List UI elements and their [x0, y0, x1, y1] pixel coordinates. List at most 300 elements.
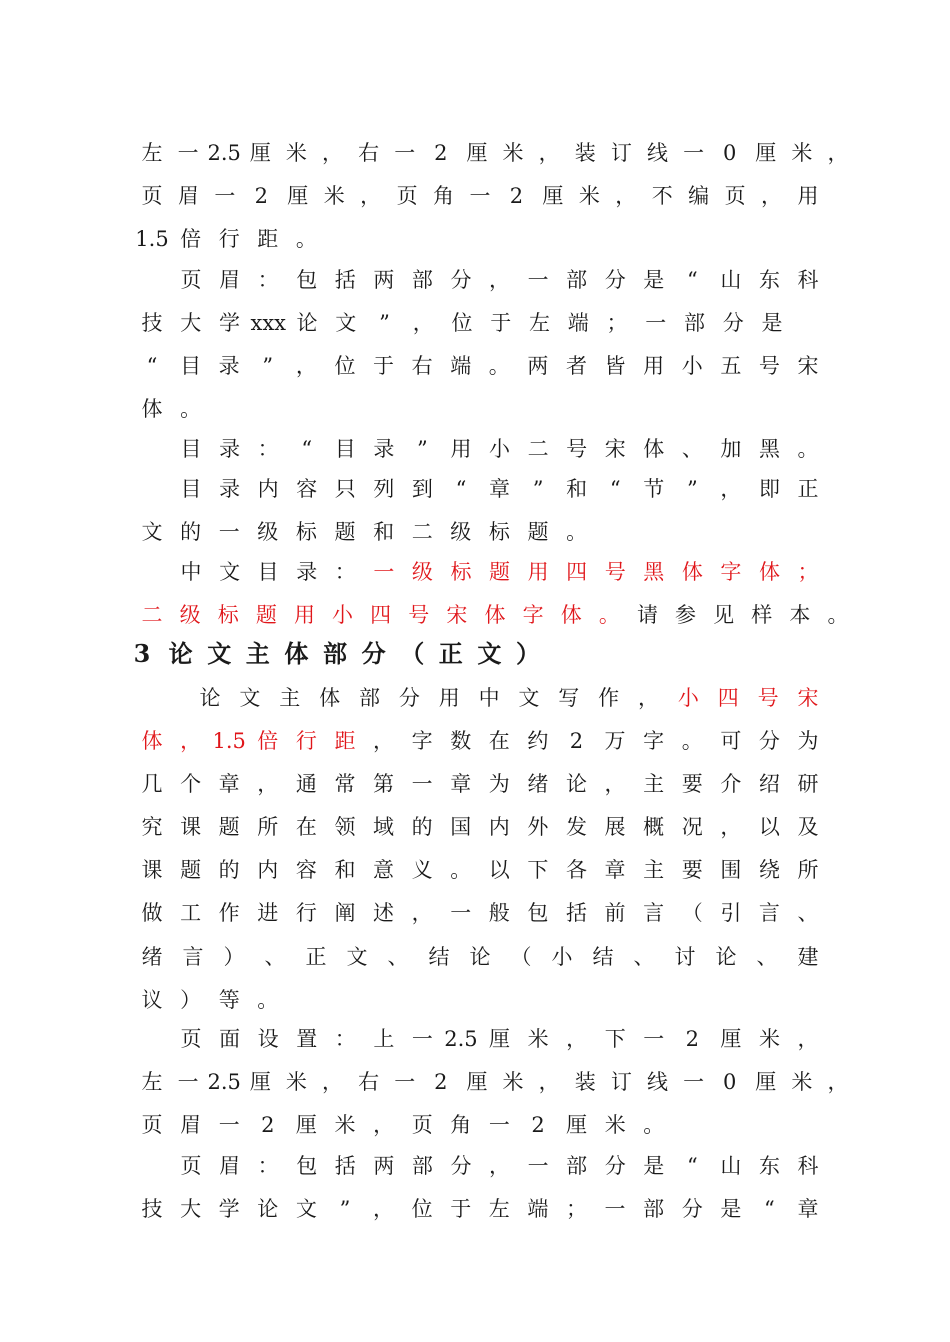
- text-glyph: 于: [373, 354, 395, 378]
- text-glyph: 面: [219, 1027, 241, 1051]
- text-glyph: 。: [797, 437, 819, 461]
- text-glyph: 般: [488, 901, 510, 925]
- text-glyph: 科: [797, 268, 819, 292]
- text-glyph: 讨: [674, 945, 696, 969]
- text-glyph: 。: [643, 1113, 665, 1137]
- text-line-body-2: [0, 724, 950, 758]
- text-glyph: 、: [387, 945, 409, 969]
- text-glyph: 端: [567, 311, 589, 335]
- text-glyph: 位: [451, 311, 473, 335]
- text-glyph: 文: [239, 686, 261, 710]
- text-glyph: （: [400, 639, 425, 668]
- text-glyph: 黑: [758, 437, 780, 461]
- text-glyph: ”: [532, 477, 544, 501]
- text-glyph: 设: [257, 1027, 279, 1051]
- text-glyph: 角: [433, 184, 455, 208]
- text-glyph: 样: [751, 603, 773, 627]
- text-glyph: ：: [257, 268, 279, 292]
- text-glyph: 分: [450, 268, 472, 292]
- text-glyph: ：: [257, 1154, 279, 1178]
- text-glyph: 一: [411, 1027, 433, 1051]
- text-glyph: 录: [296, 560, 318, 584]
- text-glyph: 页: [396, 184, 418, 208]
- text-glyph: 厘: [755, 141, 777, 165]
- text-glyph: 文: [346, 945, 368, 969]
- text-glyph: 参: [675, 603, 697, 627]
- text-glyph: 做: [141, 901, 163, 925]
- text-glyph: 号: [604, 560, 626, 584]
- text-glyph: 论: [257, 1197, 279, 1221]
- text-glyph: “: [609, 477, 621, 501]
- text-glyph: 体: [319, 686, 341, 710]
- text-glyph: 在: [295, 815, 317, 839]
- text-glyph: 号: [757, 686, 779, 710]
- section-heading: [0, 637, 950, 671]
- text-glyph: 米: [502, 141, 524, 165]
- text-glyph: 包: [296, 268, 318, 292]
- text-glyph: 和: [373, 520, 395, 544]
- text-glyph: 端: [450, 354, 472, 378]
- text-glyph: ，: [720, 477, 742, 501]
- text-glyph: 要: [681, 858, 703, 882]
- text-glyph: 眉: [180, 1113, 202, 1137]
- text-glyph: ，: [538, 141, 560, 165]
- text-glyph: 即: [758, 477, 780, 501]
- text-line-header-1: [0, 263, 950, 297]
- text-glyph: 页: [180, 268, 202, 292]
- text-glyph: 距: [257, 227, 279, 251]
- text-glyph: “: [301, 437, 313, 461]
- text-glyph: 1.5: [135, 227, 169, 251]
- text-glyph: 页: [724, 184, 746, 208]
- text-glyph: 小: [332, 603, 354, 627]
- text-glyph: 厘: [249, 1070, 271, 1094]
- text-glyph: ，: [322, 141, 344, 165]
- text-glyph: 一: [218, 520, 240, 544]
- text-glyph: 的: [218, 858, 240, 882]
- text-glyph: 章: [797, 1197, 819, 1221]
- text-glyph: 作: [598, 686, 620, 710]
- text-glyph: 结: [428, 945, 450, 969]
- text-glyph: 2: [509, 184, 524, 208]
- text-glyph: 行: [218, 227, 240, 251]
- text-glyph: 及: [797, 815, 819, 839]
- text-glyph: 米: [334, 1113, 356, 1137]
- text-glyph: 义: [411, 858, 433, 882]
- text-line-body-5: [0, 853, 950, 887]
- text-glyph: ”: [379, 311, 390, 335]
- text-glyph: 2: [434, 141, 448, 165]
- text-glyph: 目: [180, 477, 202, 501]
- text-glyph: 2: [569, 729, 584, 753]
- text-glyph: 山: [720, 268, 742, 292]
- text-glyph: 几: [141, 772, 163, 796]
- text-glyph: 一: [527, 268, 549, 292]
- text-glyph: 右: [358, 1070, 380, 1094]
- text-glyph: 二: [527, 437, 549, 461]
- text-glyph: 录: [218, 354, 240, 378]
- text-glyph: 况: [681, 815, 703, 839]
- text-glyph: 文: [518, 686, 540, 710]
- text-glyph: 内: [257, 477, 279, 501]
- text-glyph: 分: [722, 311, 744, 335]
- text-glyph: 线: [646, 141, 668, 165]
- text-glyph: 0: [722, 141, 737, 165]
- text-glyph: ”: [686, 477, 698, 501]
- text-glyph: 厘: [466, 1070, 488, 1094]
- text-glyph: ，: [322, 1070, 344, 1094]
- text-glyph: 录: [219, 477, 241, 501]
- text-glyph: 厘: [287, 184, 309, 208]
- text-glyph: 倍: [257, 729, 279, 753]
- text-glyph: 、: [797, 901, 819, 925]
- text-glyph: 论: [715, 945, 737, 969]
- text-glyph: ；: [565, 1197, 587, 1221]
- text-glyph: 厘: [720, 1027, 742, 1051]
- text-glyph: 0: [722, 1070, 737, 1094]
- text-glyph: 章: [450, 772, 472, 796]
- text-glyph: 号: [566, 437, 588, 461]
- text-glyph: 于: [490, 311, 512, 335]
- text-glyph: 部: [566, 1154, 588, 1178]
- text-glyph: 标: [488, 520, 510, 544]
- text-glyph: 东: [758, 1154, 780, 1178]
- text-glyph: 是: [720, 1197, 742, 1221]
- text-glyph: 小: [551, 945, 573, 969]
- text-glyph: ，: [797, 1027, 819, 1051]
- text-glyph: 所: [257, 815, 279, 839]
- text-glyph: 部: [323, 639, 347, 668]
- text-line-header-4: [0, 392, 950, 426]
- text-glyph: 、: [264, 945, 286, 969]
- text-glyph: 东: [758, 268, 780, 292]
- text-glyph: 等: [218, 988, 240, 1012]
- text-glyph: 用: [450, 437, 472, 461]
- text-glyph: 者: [565, 354, 587, 378]
- text-glyph: 号: [408, 603, 430, 627]
- text-glyph: 文: [207, 639, 232, 668]
- text-glyph: 2: [434, 1070, 448, 1094]
- text-glyph: 部: [411, 1154, 433, 1178]
- text-glyph: 二: [141, 603, 163, 627]
- text-glyph: 节: [643, 477, 665, 501]
- text-glyph: 目: [334, 437, 356, 461]
- text-glyph: 体: [643, 437, 665, 461]
- text-glyph: 域: [373, 815, 395, 839]
- text-glyph: 内: [488, 815, 510, 839]
- text-glyph: 小: [681, 354, 703, 378]
- text-glyph: 装: [574, 141, 596, 165]
- text-glyph: 用: [797, 184, 819, 208]
- text-glyph: 眉: [219, 1154, 241, 1178]
- text-glyph: 题: [489, 560, 510, 584]
- text-glyph: 题: [255, 603, 277, 627]
- text-glyph: 题: [180, 858, 202, 882]
- text-glyph: 米: [578, 184, 600, 208]
- text-glyph: 科: [797, 1154, 819, 1178]
- text-glyph: 部: [684, 311, 705, 335]
- text-line-header2-1: [0, 1149, 950, 1183]
- text-glyph: 用: [438, 686, 460, 710]
- text-glyph: 一: [527, 1154, 549, 1178]
- text-glyph: 引: [720, 901, 742, 925]
- text-glyph: 文: [219, 560, 241, 584]
- text-glyph: 二: [411, 520, 433, 544]
- text-glyph: 、: [681, 437, 703, 461]
- text-glyph: 述: [373, 901, 395, 925]
- text-glyph: 为: [797, 729, 819, 753]
- text-glyph: 级: [450, 520, 472, 544]
- text-glyph: 。: [598, 603, 620, 627]
- text-glyph: 绍: [758, 772, 780, 796]
- text-glyph: 要: [681, 772, 703, 796]
- text-glyph: 宋: [446, 603, 468, 627]
- text-glyph: ”: [417, 437, 428, 461]
- text-glyph: 课: [180, 815, 202, 839]
- text-line-cn-toc-2: [0, 598, 950, 632]
- text-glyph: 分: [758, 729, 780, 753]
- text-glyph: 录: [373, 437, 395, 461]
- text-glyph: 装: [574, 1070, 596, 1094]
- text-glyph: 厘: [755, 1070, 777, 1094]
- text-glyph: ，: [411, 901, 433, 925]
- text-glyph: ）: [516, 639, 540, 668]
- text-glyph: 部: [411, 268, 433, 292]
- text-glyph: 位: [411, 1197, 433, 1221]
- text-glyph: 字: [522, 603, 544, 627]
- text-glyph: 题: [334, 520, 356, 544]
- text-glyph: 黑: [643, 560, 665, 584]
- text-glyph: 技: [141, 311, 163, 335]
- text-glyph: 的: [180, 520, 202, 544]
- text-glyph: 论: [296, 311, 318, 335]
- text-glyph: 一: [645, 311, 667, 335]
- text-glyph: “: [455, 477, 467, 501]
- text-glyph: 左: [141, 1070, 163, 1094]
- text-glyph: 端: [527, 1197, 549, 1221]
- text-glyph: 正: [438, 639, 463, 668]
- text-glyph: 通: [295, 772, 317, 796]
- text-glyph: ，: [373, 729, 395, 753]
- text-glyph: 本: [789, 603, 811, 627]
- text-glyph: 行: [295, 901, 317, 925]
- text-glyph: 可: [720, 729, 742, 753]
- text-line-cn-toc-1: [0, 555, 950, 589]
- text-glyph: ，: [489, 268, 510, 292]
- text-glyph: 括: [334, 268, 356, 292]
- text-glyph: 3: [133, 639, 151, 668]
- text-glyph: 。: [566, 520, 588, 544]
- text-glyph: 页: [141, 184, 163, 208]
- text-glyph: 是: [643, 268, 665, 292]
- text-glyph: ，: [615, 184, 637, 208]
- text-glyph: 章: [489, 477, 510, 501]
- text-glyph: ，: [604, 772, 626, 796]
- text-glyph: 1.5: [212, 729, 246, 753]
- text-glyph: 包: [296, 1154, 318, 1178]
- text-glyph: 一: [469, 184, 491, 208]
- text-glyph: 建: [797, 945, 819, 969]
- text-glyph: 概: [643, 815, 665, 839]
- text-glyph: 部: [358, 686, 380, 710]
- text-glyph: 分: [361, 639, 386, 668]
- text-glyph: 主: [279, 686, 301, 710]
- text-glyph: 分: [681, 1197, 703, 1221]
- text-glyph: 两: [373, 268, 395, 292]
- text-glyph: 订: [610, 1070, 632, 1094]
- text-glyph: 一: [488, 1113, 510, 1137]
- text-glyph: 请: [636, 603, 658, 627]
- text-glyph: 2.5: [207, 141, 241, 165]
- text-glyph: 倍: [180, 227, 202, 251]
- text-glyph: ，: [180, 729, 202, 753]
- text-glyph: 角: [450, 1113, 472, 1137]
- text-line-toc-1: [0, 432, 950, 466]
- text-glyph: ，: [373, 1113, 395, 1137]
- text-glyph: 国: [450, 815, 472, 839]
- text-glyph: 作: [218, 901, 240, 925]
- text-glyph: 一: [411, 772, 433, 796]
- text-glyph: 置: [296, 1027, 318, 1051]
- text-glyph: 目: [180, 437, 202, 461]
- text-glyph: 言: [182, 945, 204, 969]
- text-glyph: 正: [305, 945, 327, 969]
- text-glyph: 宋: [797, 354, 819, 378]
- text-glyph: 分: [604, 268, 626, 292]
- text-glyph: ，: [538, 1070, 560, 1094]
- text-glyph: 章: [604, 858, 626, 882]
- text-glyph: ，: [489, 1154, 510, 1178]
- text-glyph: “: [146, 354, 158, 378]
- text-glyph: 2: [685, 1027, 699, 1051]
- text-glyph: 议: [141, 988, 163, 1012]
- text-glyph: 标: [450, 560, 472, 584]
- text-glyph: ，: [720, 815, 742, 839]
- text-glyph: 号: [758, 354, 780, 378]
- text-glyph: 言: [758, 901, 780, 925]
- text-glyph: 米: [791, 1070, 813, 1094]
- text-glyph: 标: [295, 520, 317, 544]
- text-glyph: 。: [681, 729, 703, 753]
- text-glyph: 厘: [295, 1113, 317, 1137]
- text-glyph: 厘: [566, 1113, 588, 1137]
- text-glyph: ”: [262, 354, 274, 378]
- text-glyph: 目: [180, 354, 202, 378]
- text-glyph: 小: [677, 686, 699, 710]
- text-glyph: 宋: [797, 686, 819, 710]
- text-glyph: 容: [295, 858, 317, 882]
- text-glyph: 页: [180, 1154, 202, 1178]
- text-glyph: 一: [177, 141, 199, 165]
- text-glyph: 一: [643, 1027, 665, 1051]
- text-glyph: ：: [334, 1027, 356, 1051]
- text-glyph: ，: [412, 311, 434, 335]
- text-glyph: 下: [604, 1027, 626, 1051]
- text-glyph: 一: [683, 141, 705, 165]
- text-glyph: ，: [295, 354, 317, 378]
- text-glyph: 米: [527, 1027, 549, 1051]
- text-line-body-3: [0, 767, 950, 801]
- text-glyph: 页: [411, 1113, 433, 1137]
- text-glyph: 2.5: [207, 1070, 241, 1094]
- text-glyph: 研: [797, 772, 819, 796]
- text-line-body-6: [0, 896, 950, 930]
- text-glyph: ，: [827, 141, 849, 165]
- text-line-page-setup-1: [0, 1022, 950, 1056]
- text-glyph: 。: [488, 354, 510, 378]
- text-glyph: 用: [643, 354, 665, 378]
- text-glyph: 米: [285, 141, 307, 165]
- text-glyph: 页: [141, 1113, 163, 1137]
- text-glyph: 论: [469, 945, 491, 969]
- text-glyph: ，: [827, 1070, 849, 1094]
- text-glyph: ，: [566, 1027, 588, 1051]
- text-glyph: 厘: [249, 141, 271, 165]
- text-glyph: 部: [566, 268, 588, 292]
- text-glyph: 右: [358, 141, 380, 165]
- text-glyph: 宋: [604, 437, 626, 461]
- text-glyph: ，: [360, 184, 382, 208]
- text-glyph: （: [681, 901, 703, 925]
- text-glyph: 主: [643, 858, 665, 882]
- text-glyph: 在: [488, 729, 510, 753]
- text-glyph: 四: [566, 560, 588, 584]
- text-glyph: 意: [373, 858, 395, 882]
- text-glyph: 分: [604, 1154, 626, 1178]
- text-line-body-1: [0, 681, 950, 715]
- text-glyph: 主: [245, 639, 270, 668]
- text-glyph: 约: [527, 729, 549, 753]
- text-glyph: 题: [527, 520, 549, 544]
- text-glyph: 一: [177, 1070, 199, 1094]
- text-glyph: ”: [339, 1197, 351, 1221]
- text-glyph: 个: [180, 772, 202, 796]
- text-glyph: 分: [450, 1154, 472, 1178]
- text-glyph: 写: [558, 686, 580, 710]
- text-glyph: 文: [477, 639, 502, 668]
- text-glyph: 论: [199, 686, 221, 710]
- text-glyph: 分: [398, 686, 420, 710]
- text-glyph: 米: [502, 1070, 524, 1094]
- text-line-body-4: [0, 810, 950, 844]
- text-glyph: 只: [334, 477, 356, 501]
- text-line-margins-3: [0, 222, 950, 256]
- text-line-body-8: [0, 983, 950, 1017]
- text-glyph: 章: [218, 772, 240, 796]
- text-glyph: 左: [529, 311, 550, 335]
- text-glyph: 字: [411, 729, 433, 753]
- text-glyph: 不: [651, 184, 673, 208]
- text-glyph: 一: [604, 1197, 626, 1221]
- text-glyph: 进: [257, 901, 279, 925]
- text-glyph: 学: [218, 1197, 240, 1221]
- text-glyph: 体: [758, 560, 780, 584]
- text-line-page-setup-2: [0, 1065, 950, 1099]
- text-glyph: 究: [141, 815, 163, 839]
- text-glyph: 四: [370, 603, 392, 627]
- text-glyph: 一: [214, 184, 236, 208]
- text-glyph: ，: [373, 1197, 395, 1221]
- text-glyph: 以: [758, 815, 780, 839]
- text-glyph: 第: [373, 772, 395, 796]
- text-glyph: ：: [257, 437, 279, 461]
- text-glyph: ：: [334, 560, 356, 584]
- text-glyph: 的: [411, 815, 433, 839]
- text-glyph: 发: [565, 815, 587, 839]
- text-glyph: 米: [604, 1113, 626, 1137]
- text-glyph: 和: [566, 477, 588, 501]
- text-glyph: 体: [484, 603, 506, 627]
